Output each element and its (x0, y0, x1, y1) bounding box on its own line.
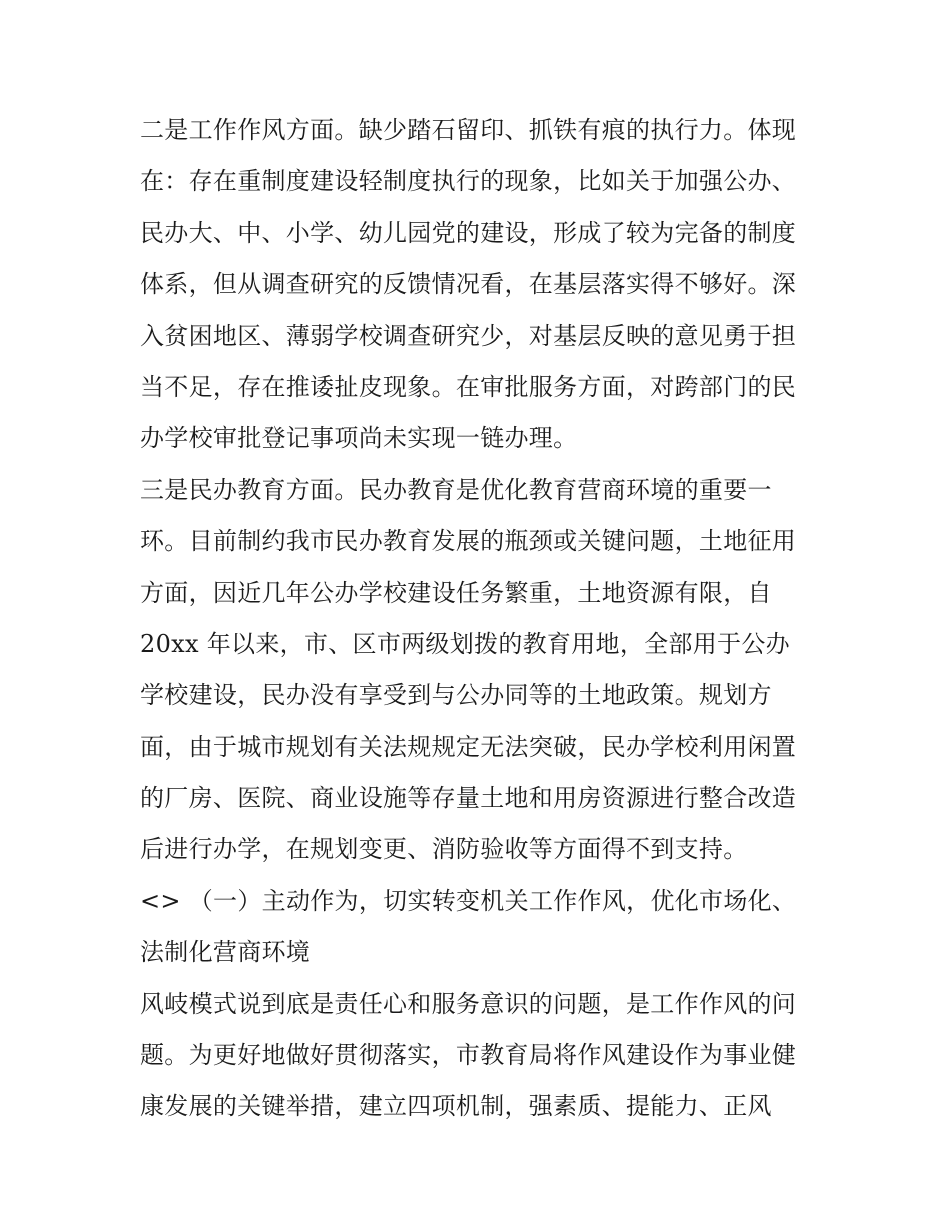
text-line: 入贫困地区、薄弱学校调查研究少，对基层反映的意见勇于担 (140, 321, 797, 350)
text-line: 康发展的关键举措，建立四项机制，强素质、提能力、正风 (140, 1092, 772, 1121)
text-line: 体系，但从调查研究的反馈情况看，在基层落实得不够好。深 (140, 270, 797, 299)
text-line: 后进行办学，在规划变更、消防验收等方面得不到支持。 (140, 835, 748, 864)
text-line: 环。目前制约我市民办教育发展的瓶颈或关键问题，土地征用 (140, 527, 797, 556)
document-body (140, 105, 815, 1133)
section-heading-line: <> （一）主动作为，切实转变机关工作作风，优化市场化、 (140, 886, 797, 915)
text-line: 的厂房、医院、商业设施等存量土地和用房资源进行整合改造 (140, 784, 797, 813)
text-line: 风岐模式说到底是责任心和服务意识的问题，是工作作风的问 (140, 989, 797, 1018)
text-line: 在：存在重制度建设轻制度执行的现象，比如关于加强公办、 (140, 167, 797, 196)
text-line: 办学校审批登记事项尚未实现一链办理。 (140, 424, 578, 453)
text-line: 三是民办教育方面。民办教育是优化教育营商环境的重要一 (140, 475, 772, 504)
text-line: 二是工作作风方面。缺少踏石留印、抓铁有痕的执行力。体现 (140, 116, 797, 144)
text-line: 20xx 年以来，市、区市两级划拨的教育用地，全部用于公办 (140, 629, 790, 658)
text-line: 方面，因近几年公办学校建设任务繁重，土地资源有限，自 (140, 578, 772, 607)
text-line: 学校建设，民办没有享受到与公办同等的土地政策。规划方 (140, 681, 772, 710)
text-line: 题。为更好地做好贯彻落实，市教育局将作风建设作为事业健 (140, 1041, 797, 1070)
section-heading-line: 法制化营商环境 (140, 938, 311, 967)
text-line: 民办大、中、小学、幼儿园党的建设，形成了较为完备的制度 (140, 218, 797, 247)
text-line: 面，由于城市规划有关法规规定无法突破，民办学校利用闲置 (140, 732, 797, 761)
text-line: 当不足，存在推诿扯皮现象。在审批服务方面，对跨部门的民 (140, 372, 797, 401)
